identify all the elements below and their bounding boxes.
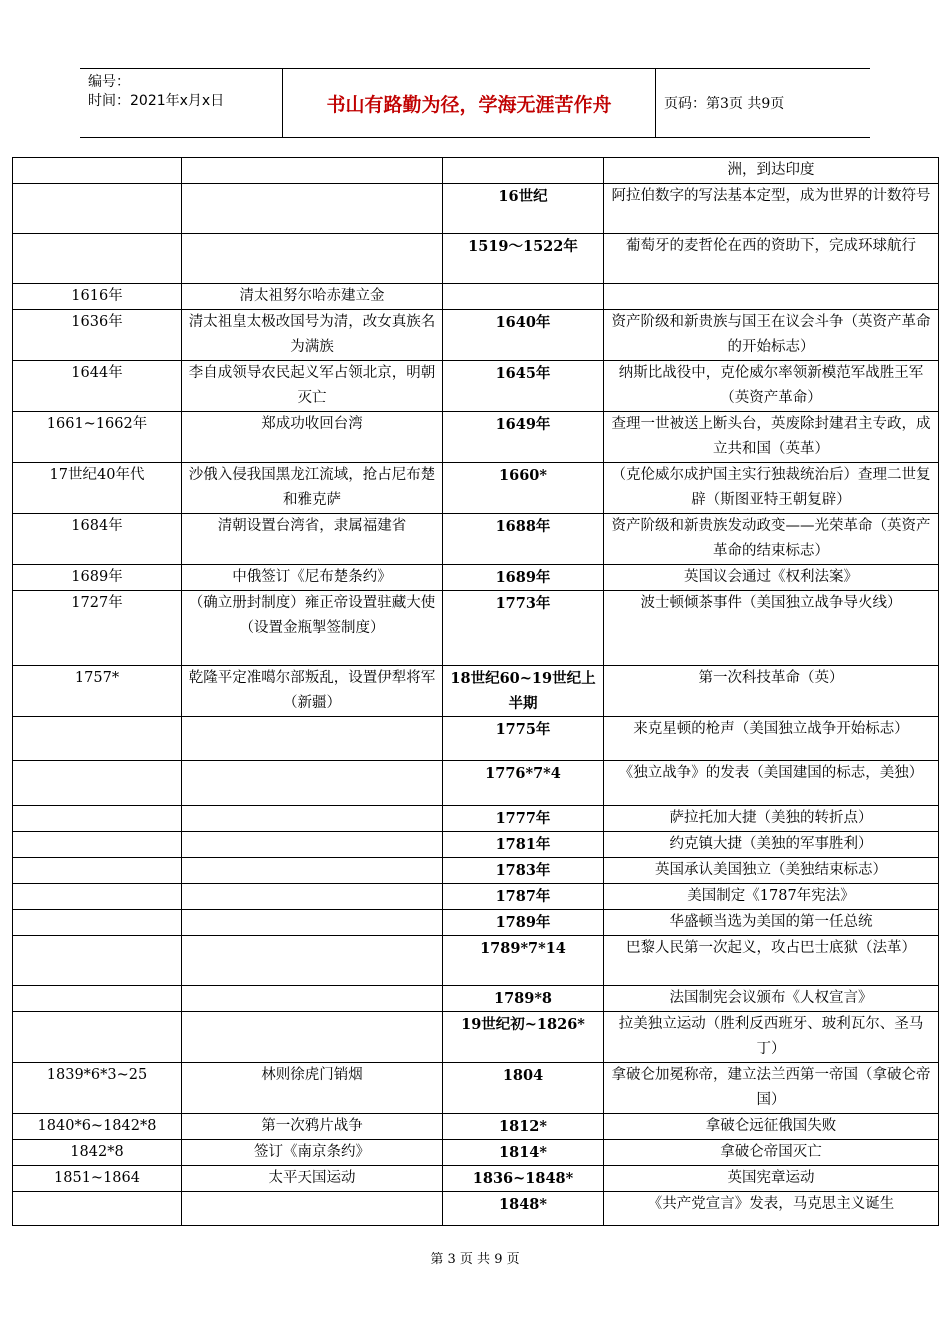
- year-cell-china: [13, 1192, 182, 1226]
- event-cell-china: 清太祖努尔哈赤建立金: [182, 284, 443, 310]
- year-cell-china: [13, 986, 182, 1012]
- event-cell-china: [182, 184, 443, 234]
- event-cell-world: 葡萄牙的麦哲伦在西的资助下，完成环球航行: [604, 234, 939, 284]
- year-cell-world: 1789*8: [443, 986, 604, 1012]
- year-cell-china: [13, 158, 182, 184]
- year-cell-world: 1777年: [443, 806, 604, 832]
- event-cell-china: 郑成功收回台湾: [182, 412, 443, 463]
- event-cell-world: 第一次科技革命（英）: [604, 666, 939, 717]
- table-row: [13, 1063, 939, 1114]
- year-cell-china: [13, 884, 182, 910]
- event-cell-world: 英国承认美国独立（美独结束标志）: [604, 858, 939, 884]
- year-cell-world: 1804: [443, 1063, 604, 1114]
- year-cell-world: 16世纪: [443, 184, 604, 234]
- year-cell-china: 1616年: [13, 284, 182, 310]
- event-cell-world: 纳斯比战役中，克伦威尔率领新模范军战胜王军（英资产革命）: [604, 361, 939, 412]
- event-cell-china: [182, 158, 443, 184]
- year-cell-world: 1848*: [443, 1192, 604, 1226]
- event-cell-world: 美国制定《1787年宪法》: [604, 884, 939, 910]
- year-cell-world: 1789年: [443, 910, 604, 936]
- event-cell-world: 《共产党宣言》发表，马克思主义诞生: [604, 1192, 939, 1226]
- year-cell-china: [13, 832, 182, 858]
- event-cell-world: （克伦威尔成护国主实行独裁统治后）查理二世复辟（斯图亚特王朝复辟）: [604, 463, 939, 514]
- year-cell-china: [13, 234, 182, 284]
- event-cell-china: 签订《南京条约》: [182, 1140, 443, 1166]
- page-footer: 第 3 页 共 9 页: [430, 1252, 520, 1267]
- table-row: [13, 284, 939, 310]
- year-cell-china: 1684年: [13, 514, 182, 565]
- event-cell-china: 中俄签订《尼布楚条约》: [182, 565, 443, 591]
- table-row: [13, 806, 939, 832]
- event-cell-china: 清太祖皇太极改国号为清，改女真族名为满族: [182, 310, 443, 361]
- year-cell-world: 1812*: [443, 1114, 604, 1140]
- table-row: [13, 1166, 939, 1192]
- year-cell-world: 19世纪初~1826*: [443, 1012, 604, 1063]
- table-row: [13, 591, 939, 666]
- year-cell-china: [13, 1012, 182, 1063]
- year-cell-world: 1645年: [443, 361, 604, 412]
- event-cell-china: 第一次鸦片战争: [182, 1114, 443, 1140]
- table-row: [13, 1114, 939, 1140]
- table-row: [13, 158, 939, 184]
- table-row: [13, 234, 939, 284]
- event-cell-world: 巴黎人民第一次起义，攻占巴士底狱（法革）: [604, 936, 939, 986]
- table-row: [13, 514, 939, 565]
- event-cell-china: 清朝设置台湾省，隶属福建省: [182, 514, 443, 565]
- year-cell-world: 1781年: [443, 832, 604, 858]
- number-label: 编号：: [88, 74, 130, 90]
- event-cell-world: 拿破仑加冕称帝，建立法兰西第一帝国（拿破仑帝国）: [604, 1063, 939, 1114]
- table-row: [13, 858, 939, 884]
- event-cell-china: [182, 832, 443, 858]
- event-cell-world: 资产阶级和新贵族与国王在议会斗争（英资产革命的开始标志）: [604, 310, 939, 361]
- year-cell-china: [13, 858, 182, 884]
- event-cell-china: [182, 986, 443, 1012]
- year-cell-world: 1640年: [443, 310, 604, 361]
- page-label: 页码：第3页 共9页: [664, 96, 785, 112]
- header-info: [80, 69, 283, 137]
- table-row: [13, 310, 939, 361]
- event-cell-china: 李自成领导农民起义军占领北京，明朝灭亡: [182, 361, 443, 412]
- event-cell-china: [182, 1012, 443, 1063]
- event-cell-world: 华盛顿当选为美国的第一任总统: [604, 910, 939, 936]
- year-cell-world: 18世纪60~19世纪上半期: [443, 666, 604, 717]
- event-cell-china: [182, 761, 443, 806]
- event-cell-china: [182, 910, 443, 936]
- year-cell-china: 1644年: [13, 361, 182, 412]
- year-cell-china: [13, 806, 182, 832]
- year-cell-world: 1688年: [443, 514, 604, 565]
- table-row: [13, 717, 939, 761]
- event-cell-world: 约克镇大捷（美独的军事胜利）: [604, 832, 939, 858]
- year-cell-china: [13, 936, 182, 986]
- year-cell-world: 1773年: [443, 591, 604, 666]
- table-row: [13, 463, 939, 514]
- event-cell-world: 波士顿倾茶事件（美国独立战争导火线）: [604, 591, 939, 666]
- page-header: [80, 68, 870, 138]
- motto: 书山有路勤为径，学海无涯苦作舟: [283, 69, 656, 137]
- event-cell-world: [604, 284, 939, 310]
- year-cell-china: 1689年: [13, 565, 182, 591]
- table-row: [13, 1192, 939, 1226]
- year-cell-china: [13, 761, 182, 806]
- event-cell-world: 查理一世被送上断头台，英废除封建君主专政，成立共和国（英革）: [604, 412, 939, 463]
- year-cell-china: 1840*6~1842*8: [13, 1114, 182, 1140]
- table-row: [13, 184, 939, 234]
- table-row: [13, 832, 939, 858]
- event-cell-world: 资产阶级和新贵族发动政变——光荣革命（英资产革命的结束标志）: [604, 514, 939, 565]
- year-cell-china: 1851~1864: [13, 1166, 182, 1192]
- table-row: [13, 1140, 939, 1166]
- event-cell-china: [182, 234, 443, 284]
- event-cell-china: [182, 884, 443, 910]
- year-cell-china: 17世纪40年代: [13, 463, 182, 514]
- year-cell-world: 1660*: [443, 463, 604, 514]
- event-cell-world: 来克星顿的枪声（美国独立战争开始标志）: [604, 717, 939, 761]
- year-cell-world: 1775年: [443, 717, 604, 761]
- year-cell-world: 1776*7*4: [443, 761, 604, 806]
- event-cell-world: 拿破仑远征俄国失败: [604, 1114, 939, 1140]
- year-cell-world: 1783年: [443, 858, 604, 884]
- history-timeline-table: [12, 157, 939, 1226]
- table-row: [13, 565, 939, 591]
- year-cell-china: 1842*8: [13, 1140, 182, 1166]
- event-cell-china: [182, 1192, 443, 1226]
- table-row: [13, 361, 939, 412]
- time-label: 时间：2021年x月x日: [88, 93, 225, 109]
- year-cell-china: 1636年: [13, 310, 182, 361]
- year-cell-china: [13, 717, 182, 761]
- year-cell-china: [13, 184, 182, 234]
- table-row: [13, 986, 939, 1012]
- event-cell-china: 沙俄入侵我国黑龙江流域，抢占尼布楚和雅克萨: [182, 463, 443, 514]
- year-cell-china: 1757*: [13, 666, 182, 717]
- table-row: [13, 761, 939, 806]
- event-cell-china: [182, 858, 443, 884]
- year-cell-world: 1519～1522年: [443, 234, 604, 284]
- event-cell-china: [182, 936, 443, 986]
- table-row: [13, 412, 939, 463]
- year-cell-world: 1789*7*14: [443, 936, 604, 986]
- event-cell-china: [182, 717, 443, 761]
- event-cell-world: 拉美独立运动（胜利反西班牙、玻利瓦尔、圣马丁）: [604, 1012, 939, 1063]
- event-cell-world: 洲，到达印度: [604, 158, 939, 184]
- event-cell-world: 《独立战争》的发表（美国建国的标志，美独）: [604, 761, 939, 806]
- year-cell-world: 1649年: [443, 412, 604, 463]
- event-cell-world: 萨拉托加大捷（美独的转折点）: [604, 806, 939, 832]
- event-cell-china: （确立册封制度）雍正帝设置驻藏大使（设置金瓶掣签制度）: [182, 591, 443, 666]
- event-cell-china: 林则徐虎门销烟: [182, 1063, 443, 1114]
- event-cell-world: 法国制宪会议颁布《人权宣言》: [604, 986, 939, 1012]
- event-cell-world: 英国议会通过《权利法案》: [604, 565, 939, 591]
- year-cell-china: 1727年: [13, 591, 182, 666]
- year-cell-world: [443, 284, 604, 310]
- year-cell-world: [443, 158, 604, 184]
- year-cell-world: 1836~1848*: [443, 1166, 604, 1192]
- table-row: [13, 936, 939, 986]
- event-cell-china: [182, 806, 443, 832]
- year-cell-china: [13, 910, 182, 936]
- table-row: [13, 910, 939, 936]
- event-cell-china: 乾隆平定准噶尔部叛乱，设置伊犁将军（新疆）: [182, 666, 443, 717]
- event-cell-china: 太平天国运动: [182, 1166, 443, 1192]
- table-row: [13, 884, 939, 910]
- table-row: [13, 1012, 939, 1063]
- event-cell-world: 阿拉伯数字的写法基本定型，成为世界的计数符号: [604, 184, 939, 234]
- year-cell-china: 1661~1662年: [13, 412, 182, 463]
- year-cell-world: 1689年: [443, 565, 604, 591]
- table-row: [13, 666, 939, 717]
- event-cell-world: 英国宪章运动: [604, 1166, 939, 1192]
- event-cell-world: 拿破仑帝国灭亡: [604, 1140, 939, 1166]
- year-cell-world: 1814*: [443, 1140, 604, 1166]
- year-cell-china: 1839*6*3~25: [13, 1063, 182, 1114]
- year-cell-world: 1787年: [443, 884, 604, 910]
